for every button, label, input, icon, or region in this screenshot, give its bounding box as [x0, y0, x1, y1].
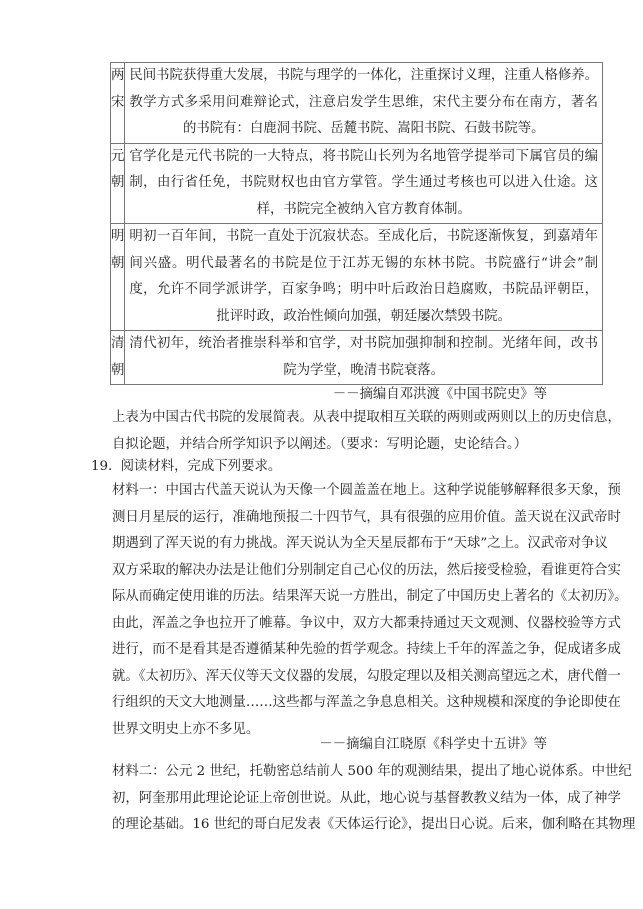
text-line: 的理论基础。16 世纪的哥白尼发表《天体运行论》，提出日心说。后来，伽利略在其物理 [112, 817, 636, 832]
table-row [111, 331, 603, 385]
text-line: 由此，浑盖之争也拉开了帷幕。争议中，双方大都秉持通过天文观测、仪器校验等方式 [112, 615, 621, 631]
table-row [111, 224, 603, 331]
question-number: 19. [91, 459, 113, 474]
question-prompt: 阅读材料，完成下列要求。 [120, 459, 282, 474]
description-cell [125, 143, 603, 224]
text-line: 际从而确定使用谁的历法。结果浑天说一方胜出，制定了中国历史上著名的《太初历》。 [112, 589, 628, 604]
text-line: 的书院有：白鹿洞书院、岳麓书院、嵩阳书院、石鼓书院等。 [182, 121, 545, 136]
text-line: 测日月星辰的运行，准确地预报二十四节气，具有很强的应用价值。盖天说在汉武帝时 [112, 509, 621, 525]
text-line: 制，由行省任免，书院财权也由官方掌管。学生通过考核也可以进入仕途。这 [129, 175, 599, 190]
text-line: 间兴盛。明代最著名的书院是位于江苏无锡的东林书院。书院盛行“讲会”制 [129, 255, 599, 271]
text-line: 材料一：中国古代盖天说认为天像一个圆盖盖在地上。这种学说能够解释很多天象，预 [112, 483, 621, 498]
text-line: 自拟论题，并结合所学知识予以阐述。（要求：写明论题，史论结合。） [112, 436, 528, 452]
description-cell [125, 331, 603, 385]
text-line: 样，书院完全被纳入官方教育体制。 [256, 201, 471, 217]
material-1 [112, 478, 628, 743]
text-line: 进行，而不是看其是否遵循某种先验的哲学观念。持续上千年的浑盖之争，促成诸多成 [112, 642, 621, 657]
text-line: 院为学堂，晚清书院衰落。 [283, 362, 445, 378]
text-line: 期遇到了浑天说的有力挑战。浑天说认为全天星辰都布于“天球”之上。汉武帝对争议 [112, 536, 608, 551]
text-line: 官学化是元代书院的一大特点，将书院山长列为名地管学提举司下属官员的编 [129, 148, 599, 164]
era-cell: 元朝 [111, 143, 125, 224]
text-line: 明初一百年间，书院一直处于沉寂状态。至成化后，书院逐渐恢复，到嘉靖年 [129, 229, 599, 244]
text-line: 教学方式多采用问难辩论式，注意启发学生思维，宋代主要分布在南方，著名 [129, 94, 599, 110]
text-line: 批评时政，政治性倾向加强，朝廷屡次禁毁书院。 [216, 308, 512, 324]
text-line: 上表为中国古代书院的发展简表。从表中提取相互关联的两则或两则以上的历史信息， [112, 410, 621, 425]
text-line: 世界文明史上亦不多见。 [112, 721, 260, 737]
era-cell: 清朝 [111, 331, 125, 385]
text-line: 就。《太初历》、浑天仪等天文仪器的发展，勾股定理以及相关测高望远之术，唐代僧一 [112, 668, 621, 684]
description-cell [125, 224, 603, 331]
academy-history-table [110, 62, 603, 385]
description-cell [125, 63, 603, 144]
text-line: 行组织的天文大地测量……这些都与浑盖之争息息相关。这种规模和深度的争论即使在 [112, 695, 621, 710]
text-line: 清代初年，统治者推崇科举和官学，对书院加强抑制和控制。光绪年间，改书 [129, 336, 599, 351]
text-line: 度，允许不同学派讲学，百家争鸣；明中叶后政治日趋腐败，书院品评朝臣， [129, 282, 599, 297]
text-line: 材料二：公元 2 世纪，托勒密总结前人 500 年的观测结果，提出了地心说体系。中世纪 [112, 764, 632, 779]
question-19-header [91, 454, 281, 481]
text-line: 民间书院获得重大发展，书院与理学的一体化，注重探讨义理，注重人格修养。 [129, 68, 599, 83]
table-row [111, 63, 603, 144]
table-source-citation: －－摘编自邓洪渡《中国书院史》等 [332, 387, 547, 402]
text-line: 初，阿奎那用此理论论证上帝创世说。从此，地心说与基督教教义结为一体，成了神学 [112, 790, 621, 806]
era-cell: 两宋 [111, 63, 125, 144]
material-2 [112, 759, 636, 839]
material-1-source-citation: －－摘编自江晓原《科学史十五讲》等 [319, 737, 547, 752]
text-line: 双方采取的解决办法是让他们分别制定自己心仪的历法，然后接受检验，看谁更符合实 [112, 562, 621, 578]
table-row [111, 143, 603, 224]
question-18-prompt [112, 405, 621, 458]
era-cell: 明朝 [111, 224, 125, 331]
